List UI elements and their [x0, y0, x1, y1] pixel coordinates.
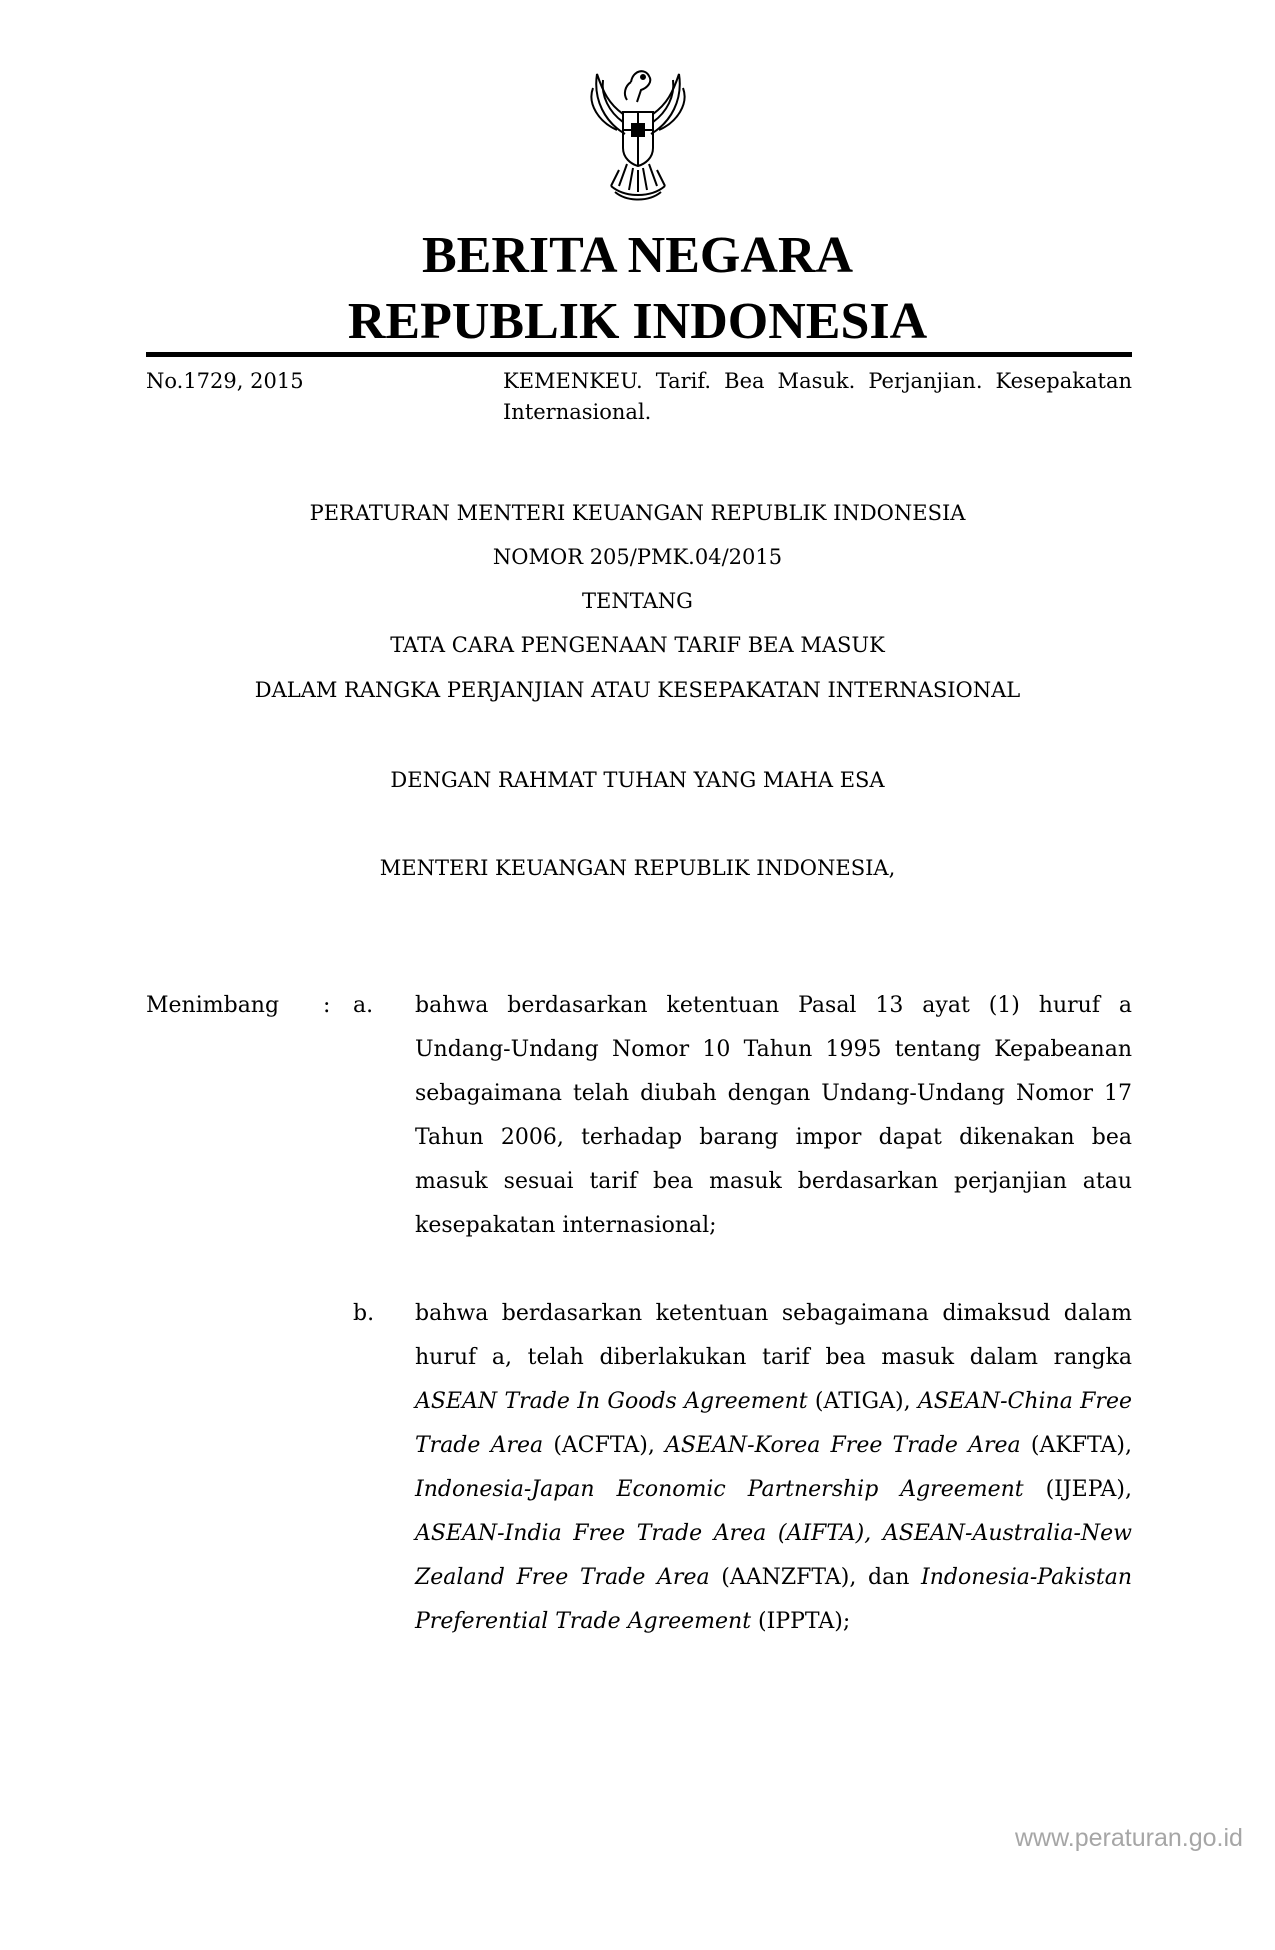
regulation-subject-line-2: DALAM RANGKA PERJANJIAN ATAU KESEPAKATAN INTERNASIONAL	[254, 678, 1021, 702]
gazette-topic: KEMENKEU. Tarif. Bea Masuk. Perjanjian. Kesepakatan Internasional.	[503, 369, 1132, 424]
garuda-emblem-icon	[553, 52, 723, 222]
regulation-subject-line-1: TATA CARA PENGENAAN TARIF BEA MASUK	[390, 633, 885, 657]
text-segment: (IPPTA);	[751, 1609, 851, 1634]
masthead-subtitle: REPUBLIK INDONESIA	[347, 293, 928, 350]
agreement-name-ijepa: Indonesia-Japan Economic Partnership Agreement	[415, 1477, 1024, 1502]
text-segment: (ACFTA),	[543, 1433, 666, 1458]
considerations-label: Menimbang	[146, 993, 280, 1018]
regulation-title-line-1: PERATURAN MENTERI KEUANGAN REPUBLIK INDONESIA	[309, 501, 966, 525]
item-letter: a.	[353, 993, 374, 1018]
agreement-name-akfta: ASEAN-Korea Free Trade Area	[665, 1433, 1021, 1458]
agreement-name-ippta: Indonesia-Pakistan Preferential Trade Agreement	[415, 1565, 1132, 1634]
text-segment: (AANZFTA), dan	[709, 1565, 922, 1590]
item-text: bahwa berdasarkan ketentuan Pasal 13 ayat (1) huruf a Undang-Undang Nomor 10 Tahun 1995 tentang Kepabeanan sebagaimana telah diubah dengan Undang-Undang Nomor 17 Tahun 2006, terhadap barang impor dapat dikenakan bea masuk sesuai tarif bea masuk berdasarkan perjanjian atau kesepakatan internasional;	[415, 993, 1132, 1238]
item-letter: b.	[353, 1301, 375, 1326]
header-divider	[146, 352, 1132, 357]
agreement-name-atiga: ASEAN Trade In Goods Agreement	[415, 1389, 808, 1414]
item-text	[415, 1292, 1132, 1644]
regulation-number: NOMOR 205/PMK.04/2015	[492, 545, 783, 569]
text-segment: bahwa berdasarkan ketentuan sebagaimana dimaksud dalam huruf a, telah diberlakukan tarif bea masuk dalam rangka	[415, 1301, 1132, 1370]
considerations-colon: :	[323, 993, 331, 1018]
issuing-authority: MENTERI KEUANGAN REPUBLIK INDONESIA,	[379, 856, 896, 880]
footer-url: www.peraturan.go.id	[1015, 1824, 1243, 1852]
text-segment: (ATIGA),	[807, 1389, 918, 1414]
masthead-title: BERITA NEGARA	[421, 227, 853, 284]
regulation-tentang: TENTANG	[582, 589, 693, 613]
agreement-name-aifta-aanzfta: ASEAN-India Free Trade Area (AIFTA), ASEAN-Australia-New Zealand Free Trade Area	[415, 1521, 1132, 1590]
gazette-number: No.1729, 2015	[146, 369, 304, 393]
text-segment: (AKFTA),	[1020, 1433, 1132, 1458]
text-segment: (IJEPA),	[1023, 1477, 1132, 1502]
agreement-name-acfta: ASEAN-China Free Trade Area	[415, 1389, 1132, 1458]
invocation: DENGAN RAHMAT TUHAN YANG MAHA ESA	[390, 768, 885, 792]
